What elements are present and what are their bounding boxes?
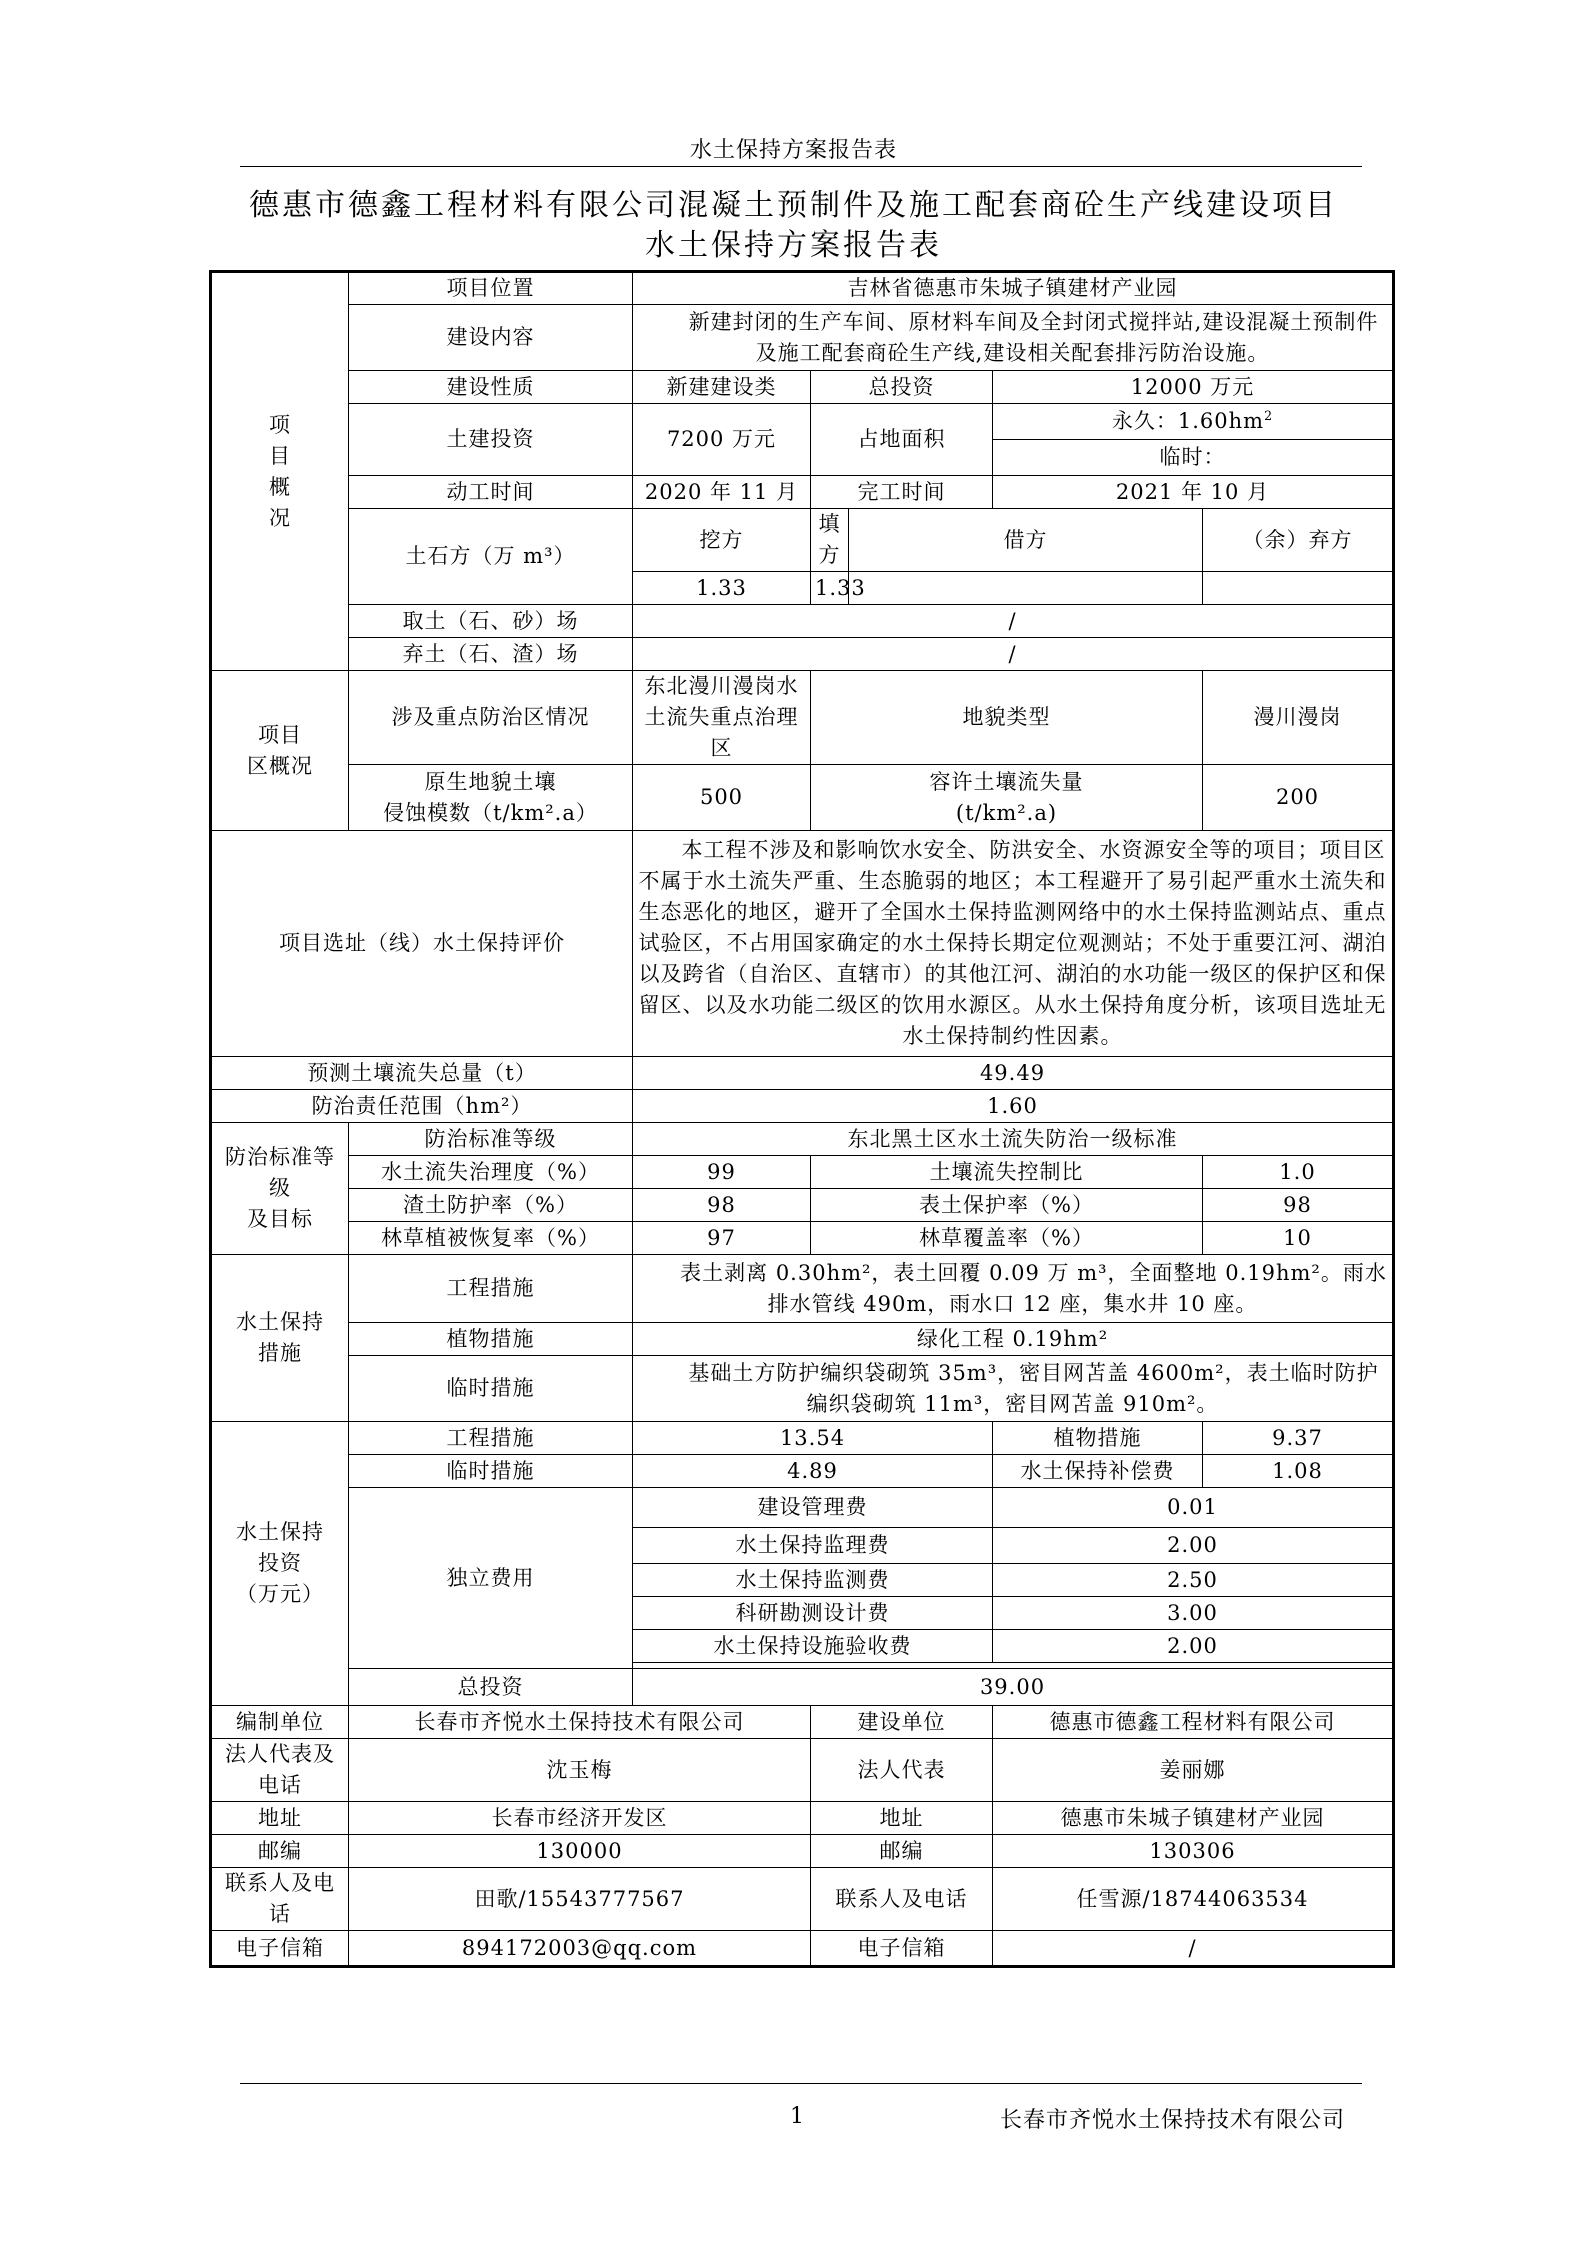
standard-value: 97 [633,1222,811,1255]
row-dates [211,476,1394,509]
standard-value: 98 [633,1189,811,1222]
contact-label: 联系人及电话 [811,1868,993,1931]
standard-label: 林草覆盖率（%） [811,1222,1203,1255]
erosion-value: 500 [633,765,811,831]
footer-rule [240,2083,1362,2084]
independent-item-value: 2.00 [993,1528,1394,1564]
independent-item-value: 2.00 [993,1630,1394,1663]
table-row [211,1488,1394,1528]
row-measure-eng [211,1255,1394,1323]
contact-label: 地址 [211,1802,349,1835]
contact-label: 邮编 [811,1835,993,1868]
contact-label: 法人代表 [811,1739,993,1802]
standard-value: 1.0 [1203,1156,1394,1189]
spoil-value: / [633,638,1394,671]
contact-value: 894172003@qq.com [349,1931,811,1967]
running-header: 水土保持方案报告表 [689,138,897,163]
grade-value: 东北黑土区水土流失防治一级标准 [633,1123,1394,1156]
invest-temp-label: 临时措施 [349,1455,633,1488]
independent-item-label: 水土保持设施验收费 [633,1630,993,1663]
standard-label: 土壤流失控制比 [811,1156,1203,1189]
independent-item-label: 建设管理费 [633,1488,993,1528]
end-value: 2021 年 10 月 [993,476,1394,509]
borrow-label: 取土（石、砂）场 [349,605,633,638]
area-overview-section-label: 项目 区概况 [211,671,349,831]
standards-section-label: 防治标准等 级 及目标 [211,1123,349,1255]
contact-label: 联系人及电话 [211,1868,349,1931]
earth-label: 土石方（万 m³） [349,509,633,605]
independent-item-value: 0.01 [993,1488,1394,1528]
measures-section-label: 水土保持 措施 [211,1255,349,1422]
document-title-line-2: 水土保持方案报告表 [645,228,942,263]
footer-company: 长春市齐悦水土保持技术有限公司 [1000,2108,1346,2133]
prediction-label: 预测土壤流失总量（t） [211,1057,633,1090]
area-temporary: 临时： [993,440,1394,476]
table-row [211,1931,1394,1967]
row-key-zone [211,671,1394,765]
content-label: 建设内容 [349,305,633,371]
allowable-value: 200 [1203,765,1394,831]
row-prediction [211,1057,1394,1090]
row-spoil-site [211,638,1394,671]
location-value: 吉林省德惠市朱城子镇建材产业园 [633,272,1394,305]
independent-item-label: 水土保持监测费 [633,1564,993,1597]
prediction-value: 49.49 [633,1057,1394,1090]
row-invest-total [211,1669,1394,1706]
total-invest-value: 12000 万元 [993,371,1394,404]
independent-cost-label: 独立费用 [349,1488,633,1669]
measure-veg-label: 植物措施 [349,1323,633,1356]
content-value: 新建封闭的生产车间、原材料车间及全封闭式搅拌站,建设混凝土预制件及施工配套商砼生产线,建设相关配套排污防治设施。 [633,305,1394,371]
independent-item-label: 科研勘测设计费 [633,1597,993,1630]
measure-temp-value: 基础土方防护编织袋砌筑 35m³，密目网苫盖 4600m²，表土临时防护编织袋砌筑 11m³，密目网苫盖 910m²。 [633,1356,1394,1422]
invest-eng-label: 工程措施 [349,1422,633,1455]
earth-value-cut: 1.33 [633,572,811,605]
contact-label: 建设单位 [811,1706,993,1739]
row-content [211,305,1394,371]
contact-value: 130000 [349,1835,811,1868]
evaluation-label: 项目选址（线）水土保持评价 [211,831,633,1057]
invest-comp-value: 1.08 [1203,1455,1394,1488]
table-row [211,1189,1394,1222]
measure-eng-label: 工程措施 [349,1255,633,1323]
contact-value: / [993,1931,1394,1967]
contact-value: 姜丽娜 [993,1739,1394,1802]
nature-value: 新建建设类 [633,371,811,404]
overview-section-label: 项 目 概 况 [211,272,349,671]
measure-veg-value: 绿化工程 0.19hm² [633,1323,1394,1356]
earth-value-spoil [1203,572,1394,605]
row-erosion [211,765,1394,831]
start-value: 2020 年 11 月 [633,476,811,509]
report-table [209,270,1395,1968]
contact-value: 任雪源/18744063534 [993,1868,1394,1931]
civil-invest-value: 7200 万元 [633,404,811,476]
contact-value: 沈玉梅 [349,1739,811,1802]
contact-label: 邮编 [211,1835,349,1868]
total-invest-label: 总投资 [811,371,993,404]
contact-label: 地址 [811,1802,993,1835]
landform-label: 地貌类型 [811,671,1203,765]
standard-value: 10 [1203,1222,1394,1255]
standard-value: 98 [1203,1189,1394,1222]
invest-comp-label: 水土保持补偿费 [993,1455,1203,1488]
table-row [211,1835,1394,1868]
table-row [211,1222,1394,1255]
responsibility-label: 防治责任范围（hm²） [211,1090,633,1123]
document-title-line-1: 德惠市德鑫工程材料有限公司混凝土预制件及施工配套商砼生产线建设项目 [249,188,1338,223]
contact-value: 长春市经济开发区 [349,1802,811,1835]
header-rule [240,166,1362,167]
measure-eng-value: 表土剥离 0.30hm²，表土回覆 0.09 万 m³，全面整地 0.19hm²。雨水排水管线 490m，雨水口 12 座，集水井 10 座。 [633,1255,1394,1323]
standard-label: 表土保护率（%） [811,1189,1203,1222]
borrow-value: / [633,605,1394,638]
civil-invest-label: 土建投资 [349,404,633,476]
spoil-label: 弃土（石、渣）场 [349,638,633,671]
row-responsibility [211,1090,1394,1123]
earth-value-borrow [849,572,1203,605]
earth-header-cut: 挖方 [633,509,811,572]
landform-value: 漫川漫岗 [1203,671,1394,765]
end-label: 完工时间 [811,476,993,509]
area-label: 占地面积 [811,404,993,476]
area-permanent: 永久：$1.60hm^2$ [993,404,1394,440]
invest-total-value: 39.00 [633,1669,1394,1706]
row-invest-1 [211,1422,1394,1455]
invest-veg-label: 植物措施 [993,1422,1203,1455]
start-label: 动工时间 [349,476,633,509]
earth-value-fill: 1.33 [811,572,849,605]
standard-label: 渣土防护率（%） [349,1189,633,1222]
standard-value: 99 [633,1156,811,1189]
location-label: 项目位置 [349,272,633,305]
table-row [211,1868,1394,1931]
evaluation-text: 本工程不涉及和影响饮水安全、防洪安全、水资源安全等的项目；项目区不属于水土流失严重、生态脆弱的地区；本工程避开了易引起严重水土流失和生态恶化的地区，避开了全国水土保持监测网络中的水土保持监测站点、重点试验区，不占用国家确定的水土保持长期定位观测站；不处于重要江河、湖泊以及跨省（自治区、直辖市）的其他江河、湖泊的水功能一级区的保护区和保留区、以及水功能二级区的饮用水源区。从水土保持角度分析，该项目选址无水土保持制约性因素。 [633,831,1394,1057]
independent-item-value: 3.00 [993,1597,1394,1630]
earth-header-borrow: 借方 [849,509,1203,572]
key-zone-value: 东北漫川漫岗水土流失重点治理区 [633,671,811,765]
key-zone-label: 涉及重点防治区情况 [349,671,633,765]
table-row [211,1156,1394,1189]
row-earth-headers [211,509,1394,572]
independent-item-value: 2.50 [993,1564,1394,1597]
contact-label: 电子信箱 [811,1931,993,1967]
nature-label: 建设性质 [349,371,633,404]
row-measure-temp [211,1356,1394,1422]
row-nature [211,371,1394,404]
invest-veg-value: 9.37 [1203,1422,1394,1455]
contact-value: 德惠市德鑫工程材料有限公司 [993,1706,1394,1739]
standard-label: 林草植被恢复率（%） [349,1222,633,1255]
table-row [211,1802,1394,1835]
invest-total-label: 总投资 [349,1669,633,1706]
row-measure-veg [211,1323,1394,1356]
table-row [211,1706,1394,1739]
row-evaluation [211,831,1394,1057]
responsibility-value: 1.60 [633,1090,1394,1123]
contact-label: 法人代表及电话 [211,1739,349,1802]
row-location [211,272,1394,305]
earth-header-fill: 填方 [811,509,849,572]
grade-label: 防治标准等级 [349,1123,633,1156]
contact-label: 电子信箱 [211,1931,349,1967]
page-number: 1 [790,2104,804,2129]
contact-value: 长春市齐悦水土保持技术有限公司 [349,1706,811,1739]
document-title [0,186,1587,266]
standard-label: 水土流失治理度（%） [349,1156,633,1189]
table-row [211,1739,1394,1802]
contact-value: 德惠市朱城子镇建材产业园 [993,1802,1394,1835]
allowable-label: 容许土壤流失量 (t/km².a) [811,765,1203,831]
investment-section-label: 水土保持 投资 （万元） [211,1422,349,1706]
measure-temp-label: 临时措施 [349,1356,633,1422]
row-borrow-site [211,605,1394,638]
row-standard-grade [211,1123,1394,1156]
earth-header-spoil: （余）弃方 [1203,509,1394,572]
contact-value: 130306 [993,1835,1394,1868]
row-invest-2 [211,1455,1394,1488]
independent-item-label: 水土保持监理费 [633,1528,993,1564]
erosion-label: 原生地貌土壤 侵蚀模数（t/km².a） [349,765,633,831]
contact-label: 编制单位 [211,1706,349,1739]
invest-temp-value: 4.89 [633,1455,993,1488]
row-civil [211,404,1394,440]
invest-eng-value: 13.54 [633,1422,993,1455]
contact-value: 田歌/15543777567 [349,1868,811,1931]
